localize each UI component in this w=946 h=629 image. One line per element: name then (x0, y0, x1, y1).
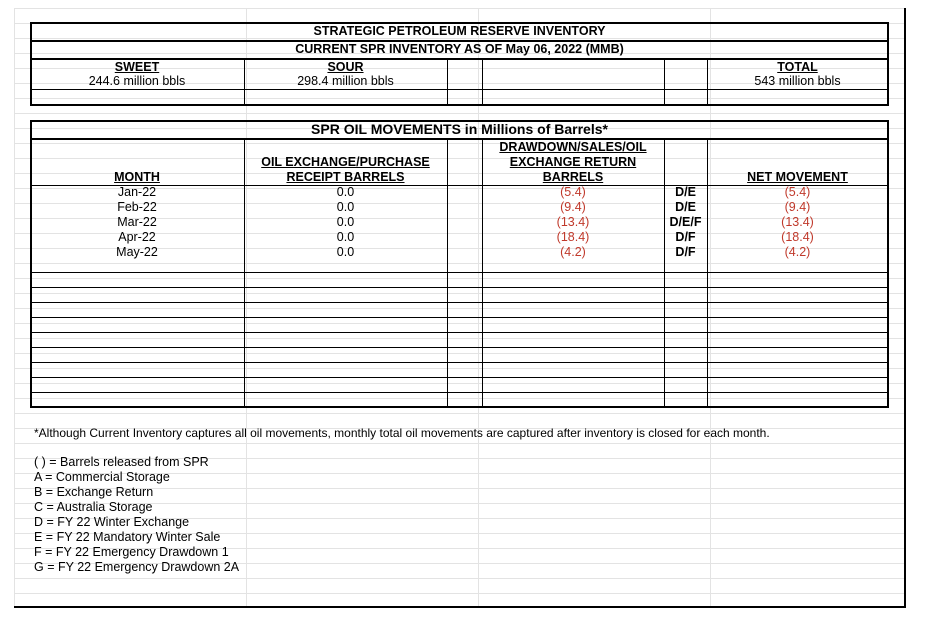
receipt-cell: 0.0 (336, 245, 355, 259)
net-movement-cell: (5.4) (784, 185, 811, 199)
report-subtitle: CURRENT SPR INVENTORY AS OF May 06, 2022 (MMB) (295, 42, 624, 56)
month-cell: Jan-22 (117, 185, 157, 199)
code-cell: D/E/F (669, 215, 702, 229)
inventory-bottom-border (30, 104, 889, 106)
net-movement-cell: (9.4) (784, 200, 811, 214)
code-cell: D/E (675, 185, 696, 199)
month-header: MONTH (114, 170, 160, 184)
code-cell: D/F (675, 245, 696, 259)
row-divider (30, 332, 889, 333)
sour-value: 298.4 million bbls (297, 74, 394, 88)
net-movement-cell: (13.4) (781, 215, 814, 229)
month-cell: Apr-22 (118, 230, 156, 244)
inventory-divider (664, 58, 665, 104)
net-movement-cell: (18.4) (781, 230, 814, 244)
receipt-cell: 0.0 (336, 230, 355, 244)
drawdown-header-line3: BARRELS (542, 170, 604, 184)
receipt-cell: 0.0 (336, 215, 355, 229)
footnote: *Although Current Inventory captures all oil movements, monthly total oil movements are captured after inventory is closed for each month. (34, 426, 770, 440)
month-cell: May-22 (116, 245, 158, 259)
row-divider (30, 347, 889, 348)
movements-title: SPR OIL MOVEMENTS in Millions of Barrels* (311, 121, 608, 137)
code-cell: D/F (675, 230, 696, 244)
legend-item: G = FY 22 Emergency Drawdown 2A (34, 560, 240, 574)
inventory-divider (447, 58, 448, 104)
drawdown-cell: (9.4) (560, 200, 586, 214)
sour-label: SOUR (327, 60, 364, 74)
inventory-divider (482, 58, 483, 104)
report-title: STRATEGIC PETROLEUM RESERVE INVENTORY (313, 24, 606, 38)
drawdown-cell: (13.4) (556, 215, 590, 229)
drawdown-cell: (5.4) (560, 185, 586, 199)
month-cell: Feb-22 (117, 200, 157, 214)
drawdown-cell: (18.4) (556, 230, 590, 244)
legend-item: E = FY 22 Mandatory Winter Sale (34, 530, 221, 544)
drawdown-header-line2: EXCHANGE RETURN (509, 155, 637, 169)
exchange-header-line2: RECEIPT BARRELS (286, 170, 405, 184)
legend-item: ( ) = Barrels released from SPR (34, 455, 209, 469)
total-value: 543 million bbls (754, 74, 841, 88)
net-movement-header: NET MOVEMENT (747, 170, 848, 184)
sweet-label: SWEET (114, 60, 160, 74)
month-cell: Mar-22 (117, 215, 157, 229)
movements-left-border (30, 120, 32, 408)
row-divider (30, 302, 889, 303)
drawdown-cell: (4.2) (560, 245, 586, 259)
movements-right-border (887, 120, 889, 408)
movements-bottom-border (30, 406, 889, 408)
receipt-cell: 0.0 (336, 185, 355, 199)
movements-title-border (30, 138, 889, 140)
legend-item: F = FY 22 Emergency Drawdown 1 (34, 545, 229, 559)
row-divider (30, 392, 889, 393)
row-divider (30, 287, 889, 288)
row-divider (30, 362, 889, 363)
row-divider (30, 272, 889, 273)
code-cell: D/E (675, 200, 696, 214)
inventory-row-divider (30, 89, 889, 90)
row-divider (30, 377, 889, 378)
row-divider (30, 317, 889, 318)
drawdown-header-line1: DRAWDOWN/SALES/OIL (499, 140, 647, 154)
exchange-header-line1: OIL EXCHANGE/PURCHASE (261, 155, 430, 169)
net-movement-cell: (4.2) (784, 245, 811, 259)
receipt-cell: 0.0 (336, 200, 355, 214)
legend-item: B = Exchange Return (34, 485, 154, 499)
total-label: TOTAL (777, 60, 818, 74)
sweet-value: 244.6 million bbls (88, 74, 186, 88)
legend-item: D = FY 22 Winter Exchange (34, 515, 190, 529)
legend-item: A = Commercial Storage (34, 470, 170, 484)
legend-item: C = Australia Storage (34, 500, 153, 514)
